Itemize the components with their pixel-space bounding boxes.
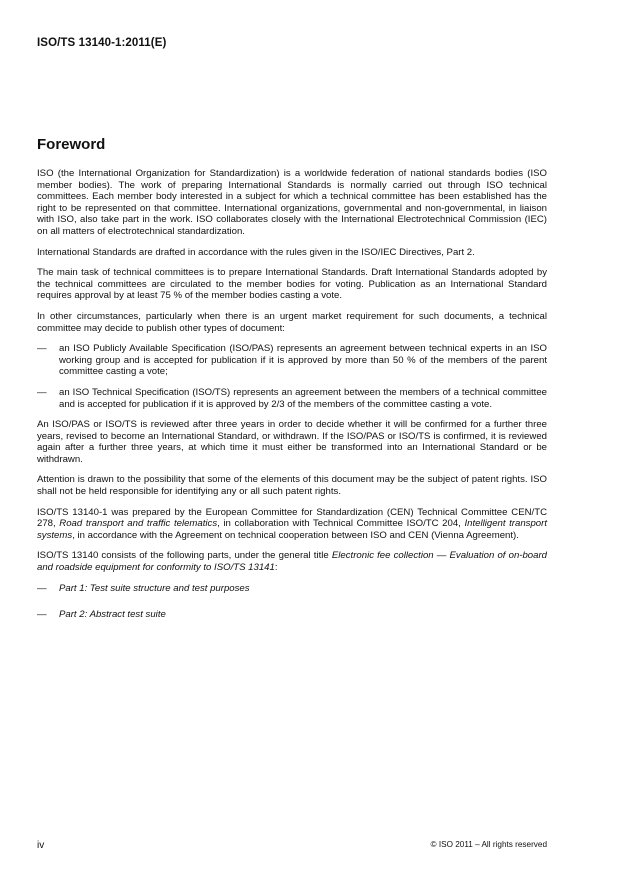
- text-segment: ISO/TS 13140 consists of the following parts, under the general title: [37, 550, 332, 562]
- list-item: [37, 609, 547, 621]
- list-dash: —: [37, 582, 47, 594]
- list-item: [37, 387, 547, 410]
- paragraph-prepared-by: [37, 507, 547, 542]
- document-header: ISO/TS 13140-1:2011(E): [37, 37, 167, 49]
- paragraph-main-task: The main task of technical committees is to prepare International Standards. Draft International Standards adopted by the technical committees are circulated to the member bodies for voting. Publication as an International Standard requires approval by at least 75 % of the member bodies casting a vote.: [37, 267, 547, 302]
- text-segment: , in accordance with the Agreement on technical cooperation between ISO and CEN (Vienna Agreement).: [72, 529, 519, 541]
- committee-title-italic: Intelligent transport systems: [37, 518, 548, 541]
- part-title: Part 2: Abstract test suite: [59, 609, 166, 621]
- list-dash: —: [37, 386, 47, 398]
- part-title: Part 1: Test suite structure and test purposes: [59, 582, 250, 594]
- list-item-text: an ISO Publicly Available Specification (ISO/PAS) represents an agreement between technical experts in an ISO working group and is accepted for publication if it is approved by more than 50 % of the members of the parent committee casting a vote;: [59, 343, 547, 378]
- list-dash: —: [37, 343, 47, 355]
- list-item: [37, 583, 547, 595]
- text-segment: ISO/TS 13140-1 was prepared by the European Committee for Standardization (CEN) Technical Committee CEN/TC 278,: [37, 506, 547, 530]
- list-item: [37, 343, 547, 378]
- text-segment: , in collaboration with Technical Committee ISO/TC 204,: [217, 518, 465, 530]
- paragraph-other-circumstances: In other circumstances, particularly when there is an urgent market requirement for such documents, a technical committee may decide to publish other types of document:: [37, 310, 547, 334]
- general-title-italic: Electronic fee collection — Evaluation of on-board and roadside equipment for conformity to ISO/TS 13141: [37, 550, 548, 574]
- committee-title-italic: Road transport and traffic telematics: [59, 518, 218, 530]
- copyright-notice: © ISO 2011 – All rights reserved: [430, 840, 547, 849]
- page-number: iv: [37, 840, 45, 851]
- list-dash: —: [37, 609, 47, 621]
- paragraph-review: An ISO/PAS or ISO/TS is reviewed after three years in order to decide whether it will be confirmed for a further three years, revised to become an International Standard, or withdrawn. If the ISO/PAS or ISO/TS is confirmed, it is reviewed again after a further three years, at which time it must either be transformed into an International Standard or be withdrawn.: [37, 419, 547, 465]
- paragraph-drafting-rules: International Standards are drafted in accordance with the rules given in the ISO/IEC Directives, Part 2.: [37, 246, 475, 258]
- list-item-text: an ISO Technical Specification (ISO/TS) represents an agreement between the members of a technical committee and is accepted for publication if it is approved by 2/3 of the members of the committee casting a vote.: [59, 386, 547, 410]
- paragraph-patent: Attention is drawn to the possibility that some of the elements of this document may be the subject of patent rights. ISO shall not be held responsible for identifying any or all such patent rights.: [37, 474, 547, 498]
- text-segment: :: [274, 562, 278, 574]
- foreword-body: [37, 168, 547, 630]
- page-title: Foreword: [37, 136, 106, 153]
- paragraph-parts: [37, 550, 547, 573]
- paragraph-iso-intro: ISO (the International Organization for Standardization) is a worldwide federation of national standards bodies (ISO member bodies). The work of preparing International Standards is normally carried out through ISO technical committees. Each member body interested in a subject for which a technical committee has been established has the right to be represented on that committee. International organizations, governmental and non-governmental, in liaison with ISO, also take part in the work. ISO collaborates closely with the International Electrotechnical Commission (IEC) on all matters of electrotechnical standardization.: [37, 168, 547, 237]
